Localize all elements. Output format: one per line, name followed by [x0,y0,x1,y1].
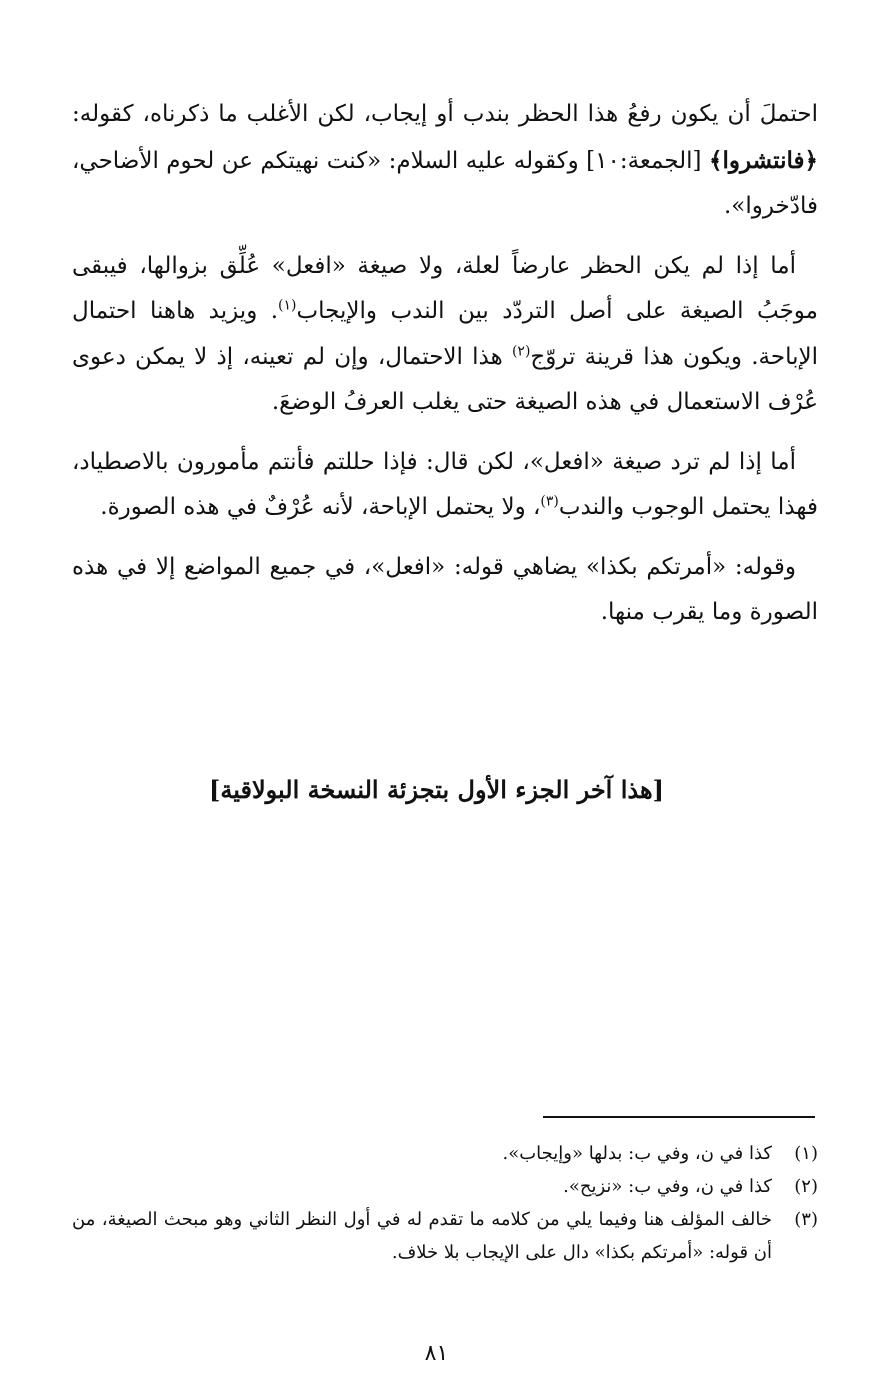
footnote-number: (٢) [794,1176,818,1197]
footnote-ref-1[interactable]: (١) [278,297,297,314]
text-segment: أما إذا لم ترد صيغة «افعل»، لكن قال: فإذا حللتم فأنتم مأمورون بالاصطياد، فهذا يحتمل الوجوب والندب [72,448,818,520]
text-segment: ، ولا يحتمل الإباحة، لأنه عُرْفٌ في هذه الصورة. [100,494,541,520]
quran-quote: ﴿فانتشروا﴾ [708,146,818,174]
footnote-1 [72,1137,818,1170]
text-segment: [الجمعة:١٠] وكقوله عليه السلام: «كنت نهيتكم عن لحوم الأضاحي، فادّخروا». [72,147,818,219]
text-segment: أما إذا لم يكن الحظر عارضاً لعلة، ولا صيغة «افعل» عُلِّق بزوالها، فيبقى موجَبُ الصيغة على أصل التردّد بين الندب والإيجاب [72,252,819,324]
footnote-number: (٣) [794,1209,818,1230]
paragraph-3 [72,440,818,531]
footnote-ref-3[interactable]: (٣) [540,493,559,510]
footnote-divider [543,1116,815,1118]
text-segment: هذا الاحتمال، وإن لم تعينه، إذ لا يمكن دعوى عُرْف الاستعمال في هذه الصيغة حتى يغلب العرفُ الوضعَ. [72,343,818,415]
paragraph-4 [72,545,818,636]
footnote-ref-2[interactable]: (٢) [511,342,531,359]
page-number: ٨١ [424,1341,449,1366]
section-end-heading: [هذا آخر الجزء الأول بتجزئة النسخة البولاقية] [209,775,664,804]
text-segment: احتملَ أن يكون رفعُ هذا الحظر بندب أو إيجاب، لكن الأغلب ما ذكرناه، كقوله: [72,101,818,127]
text-segment: وقوله: «أمرتكم بكذا» يضاهي قوله: «افعل»، في جميع المواضع إلا في هذه الصورة وما يقرب منها. [72,553,818,625]
footnote-text: كذا في ن، وفي ب: بدلها «وإيجاب». [502,1143,772,1164]
footnote-2 [72,1170,818,1203]
footnote-3 [72,1203,818,1269]
paragraph-2 [72,244,818,426]
main-text [72,92,818,636]
footnote-number: (١) [794,1143,818,1164]
paragraph-1 [72,92,818,230]
footnote-text: خالف المؤلف هنا وفيما يلي من كلامه ما تقدم له في أول النظر الثاني وهو مبحث الصيغة، من أن قوله: «أمرتكم بكذا» دال على الإيجاب بلا خلاف. [72,1209,772,1263]
text-segment: . ويزيد هاهنا احتمال الإباحة. ويكون هذا قرينة تروّج [72,298,819,370]
footnotes [72,1137,818,1269]
footnote-text: كذا في ن، وفي ب: «نزيح». [563,1176,772,1197]
